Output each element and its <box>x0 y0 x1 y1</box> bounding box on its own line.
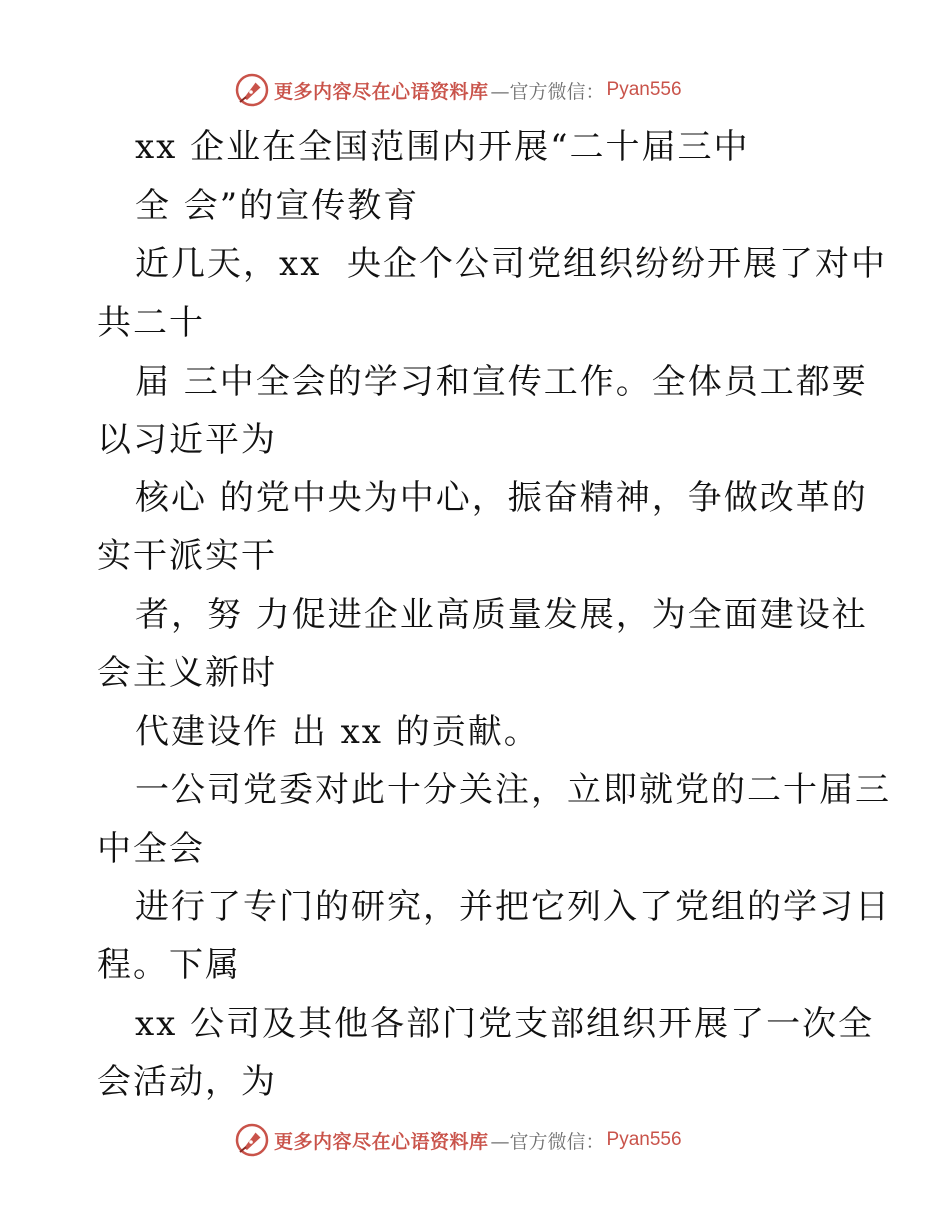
footer-banner <box>234 1120 682 1160</box>
doc-line: 会活动，为 <box>97 1062 277 1102</box>
doc-line: 全 会”的宣传教育 <box>135 186 420 226</box>
doc-line: 中全会 <box>97 829 205 869</box>
doc-line: 代建设作 出 xx 的贡献。 <box>135 712 540 752</box>
doc-line: 程。下属 <box>97 945 241 985</box>
banner-text: 更多内容尽在心语资料库 <box>274 80 489 103</box>
doc-line: xx 企业在全国范围内开展“二十届三中 <box>135 127 750 167</box>
banner-wechat-id: Pyan556 <box>606 79 682 100</box>
pen-nib-logo-icon <box>234 1122 270 1158</box>
doc-line: 共二十 <box>97 303 205 343</box>
banner-separator: —官方微信： <box>490 1130 605 1153</box>
doc-line: 会主义新时 <box>97 653 277 693</box>
doc-line: 实干派实干 <box>97 536 277 576</box>
banner-text: 更多内容尽在心语资料库 <box>274 1130 489 1153</box>
doc-line: xx 公司及其他各部门党支部组织开展了一次全 <box>135 1004 875 1044</box>
doc-line: 近几天，xx 央企个公司党组织纷纷开展了对中 <box>135 244 887 284</box>
doc-line: 届 三中全会的学习和宣传工作。全体员工都要 <box>135 362 868 402</box>
banner-separator: —官方微信： <box>490 80 605 103</box>
doc-line: 核心 的党中央为中心，振奋精神，争做改革的 <box>135 478 868 518</box>
banner-wechat-id: Pyan556 <box>606 1129 682 1150</box>
doc-line: 一公司党委对此十分关注，立即就党的二十届三 <box>135 770 891 810</box>
doc-line: 以习近平为 <box>97 420 277 460</box>
doc-line: 进行了专门的研究，并把它列入了党组的学习日 <box>135 887 891 927</box>
doc-line: 者，努 力促进企业高质量发展，为全面建设社 <box>135 595 868 635</box>
